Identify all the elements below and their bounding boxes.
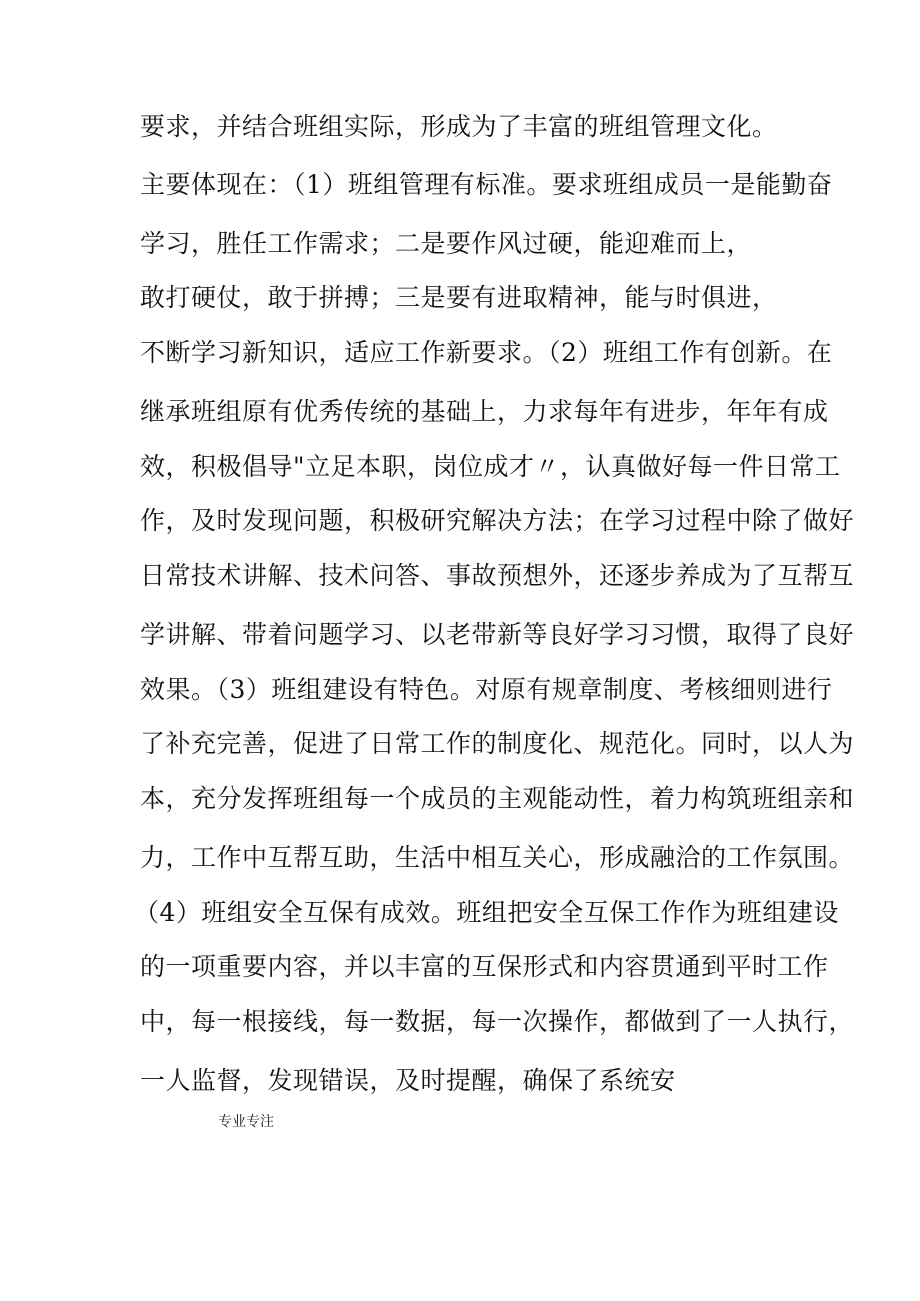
body-line-17: 中，每一根接线，每一数据，每一次操作，都做到了一人执行， bbox=[140, 1007, 855, 1036]
body-line-18: 一人监督，发现错误，及时提醒，确保了系统安 bbox=[140, 1066, 676, 1095]
body-line-10: 学讲解、带着问题学习、以老带新等良好学习习惯，取得了良好 bbox=[140, 620, 855, 649]
page-footer: 专业专注 bbox=[218, 1114, 274, 1130]
body-line-8: 作，及时发现问题，积极研究解决方法；在学习过程中除了做好 bbox=[140, 506, 855, 535]
body-line-14: 力，工作中互帮互助，生活中相互关心，形成融洽的工作氛围。 bbox=[140, 843, 855, 872]
body-line-2: 主要体现在：（1）班组管理有标准。要求班组成员一是能勤奋 bbox=[140, 170, 833, 199]
body-line-12: 了补充完善，促进了日常工作的制度化、规范化。同时，以人为 bbox=[140, 729, 855, 758]
body-line-4: 敢打硬仗，敢于拼搏；三是要有进取精神，能与时俱进， bbox=[140, 283, 778, 312]
body-line-11: 效果。（3）班组建设有特色。对原有规章制度、考核细则进行 bbox=[140, 675, 833, 704]
body-line-5: 不断学习新知识，适应工作新要求。（2）班组工作有创新。在 bbox=[140, 338, 833, 367]
body-line-16: 的一项重要内容，并以丰富的互保形式和内容贯通到平时工作 bbox=[140, 952, 829, 981]
body-line-3: 学习，胜任工作需求；二是要作风过硬，能迎难而上， bbox=[140, 229, 753, 258]
body-line-6: 继承班组原有优秀传统的基础上，力求每年有进步，年年有成 bbox=[140, 397, 829, 426]
body-line-7: 效，积极倡导"立足本职，岗位成才〃，认真做好每一件日常工 bbox=[140, 452, 841, 481]
body-line-15: （4）班组安全互保有成效。班组把安全互保工作作为班组建设 bbox=[134, 898, 839, 927]
body-line-9: 日常技术讲解、技术问答、事故预想外，还逐步养成为了互帮互 bbox=[140, 561, 855, 590]
body-line-13: 本，充分发挥班组每一个成员的主观能动性，着力构筑班组亲和 bbox=[140, 784, 855, 813]
body-line-1: 要求，并结合班组实际，形成为了丰富的班组管理文化。 bbox=[140, 112, 778, 141]
